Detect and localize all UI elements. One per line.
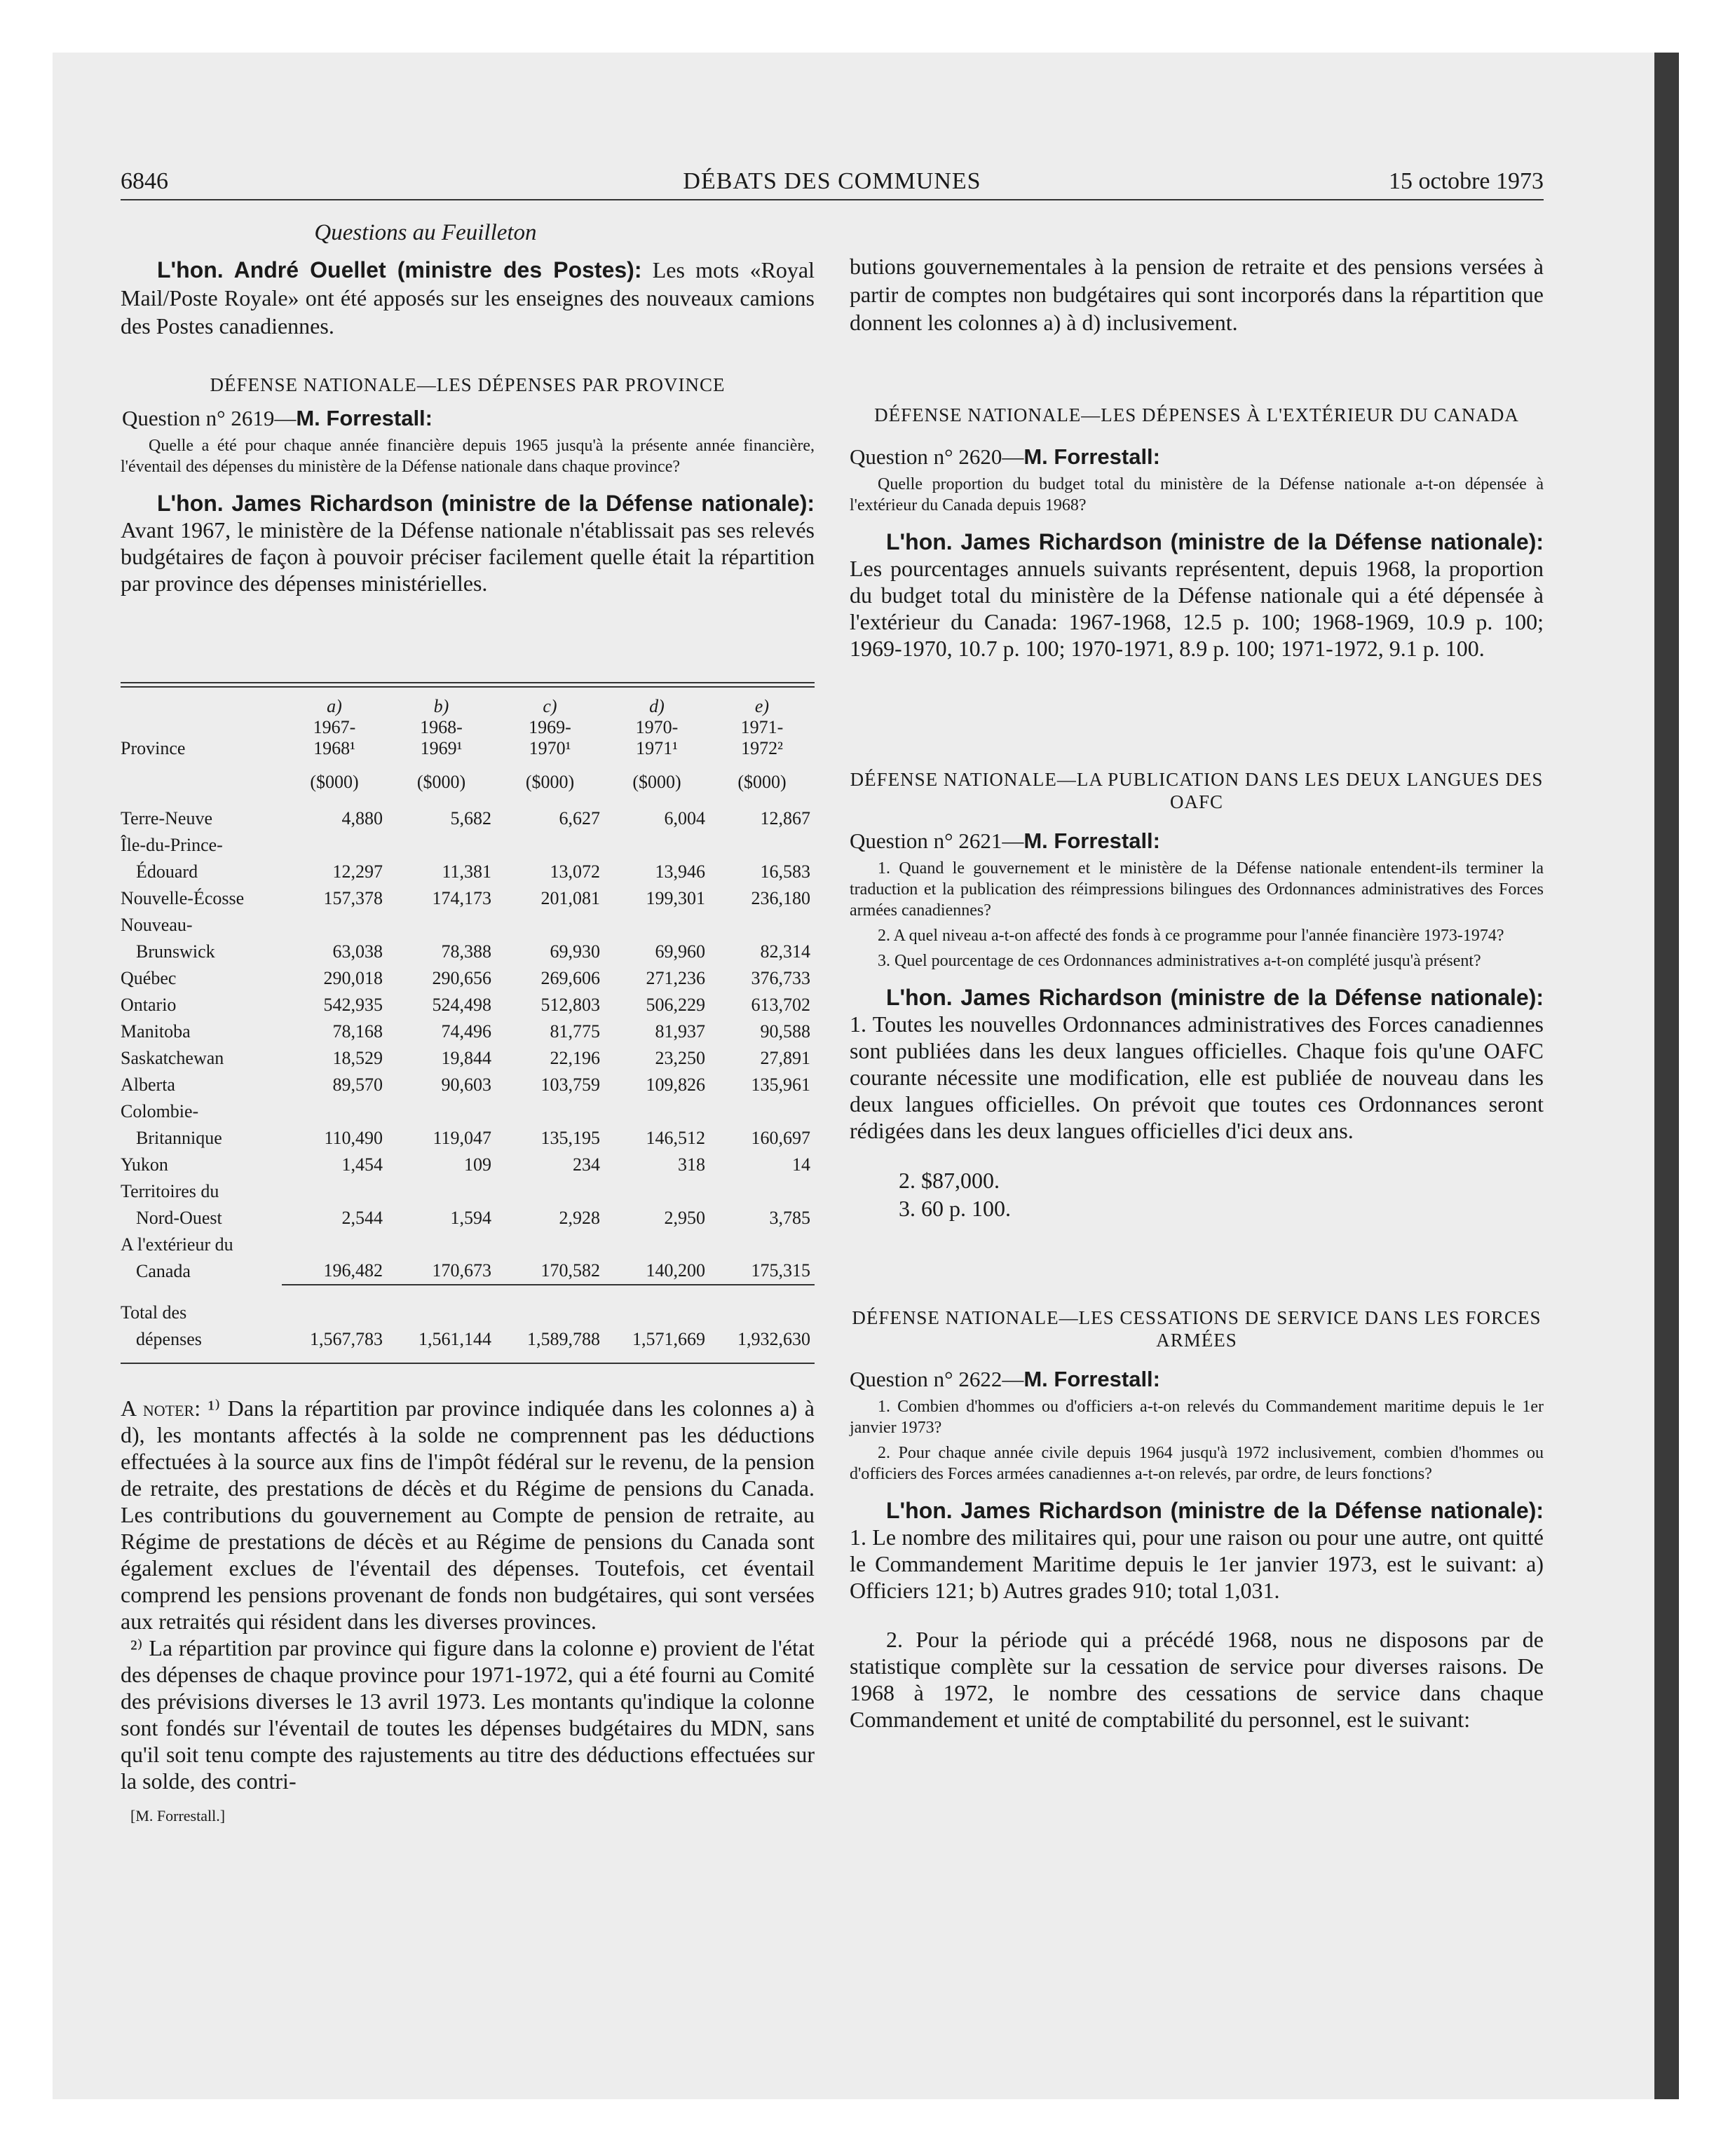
amount-cell: 318 [678, 1154, 705, 1175]
amount-cell: 81,937 [655, 1021, 705, 1042]
amount-cell: 81,775 [550, 1021, 600, 1042]
province-line-continued: dépenses [136, 1329, 202, 1349]
page-number: 6846 [121, 168, 168, 194]
question-asker: M. Forrestall: [1023, 444, 1160, 469]
province-name [121, 1018, 282, 1045]
footnote-1 [121, 1395, 815, 1635]
amount-cell: 90,603 [441, 1074, 491, 1095]
unit-label: ($000) [310, 772, 359, 792]
question-text-2621-3: 3. Quel pourcentage de ces Ordonnances administratives a-t-on complété jusqu'à présent? [878, 952, 1481, 970]
amount-cell: 63,038 [332, 941, 383, 962]
question-text-2619: Quelle a été pour chaque année financière depuis 1965 jusqu'à la présente année financière, l'éventail des dépenses du ministère de la Défense nationale dans chaque province? [121, 437, 815, 476]
amount-cell: 135,195 [540, 1128, 600, 1148]
province-line-continued: Canada [136, 1261, 191, 1281]
question-text-2622-1: 1. Combien d'hommes ou d'officiers a-t-on relevés du Commandement maritime depuis le 1er janvier 1973? [850, 1398, 1544, 1437]
answer-2619 [121, 490, 815, 596]
province-row [121, 1018, 815, 1045]
expenditure-table [121, 696, 815, 1353]
province-line: Manitoba [121, 1021, 191, 1042]
province-row [121, 832, 815, 885]
province-row [121, 992, 815, 1018]
province-line: Nouveau- [121, 915, 193, 935]
province-line: Île-du-Prince- [121, 835, 223, 855]
amount-cell: 1,561,144 [419, 1329, 491, 1349]
postes-answer [121, 256, 815, 340]
amount-cell: 1,589,788 [527, 1329, 600, 1349]
province-name [121, 805, 282, 832]
province-name [121, 885, 282, 912]
amount-cell: 109 [464, 1154, 491, 1175]
amount-cell: 1,567,783 [310, 1329, 383, 1349]
amount-cell: 89,570 [332, 1074, 383, 1095]
issue-date: 15 octobre 1973 [1389, 168, 1544, 194]
province-line: Saskatchewan [121, 1048, 224, 1068]
amount-cell: 290,656 [432, 968, 491, 988]
amount-cell: 78,388 [441, 941, 491, 962]
section-heading-2620: DÉFENSE NATIONALE—LES DÉPENSES À L'EXTÉRIEUR DU CANADA [874, 404, 1519, 425]
answer-2621 [850, 984, 1544, 1144]
amount-cell: 199,301 [646, 888, 705, 908]
column-header-d: d) 1970- 1971¹ [635, 696, 679, 758]
province-row [121, 885, 815, 912]
amount-cell: 613,702 [751, 995, 810, 1015]
page-header [121, 168, 1544, 200]
province-name [121, 1231, 282, 1285]
speaker-name: L'hon. James Richardson (ministre de la Défense nationale): [157, 491, 815, 516]
amount-cell: 506,229 [646, 995, 705, 1015]
amount-cell: 12,297 [332, 861, 383, 882]
amount-cell: 196,482 [282, 1231, 387, 1285]
amount-cell: 109,826 [646, 1074, 705, 1095]
section-heading-2619: DÉFENSE NATIONALE—LES DÉPENSES PAR PROVINCE [210, 374, 726, 395]
amount-cell: 160,697 [751, 1128, 810, 1148]
province-line: Ontario [121, 995, 177, 1015]
amount-cell: 201,081 [540, 888, 600, 908]
province-line: Total des [121, 1302, 187, 1323]
footnote-1-text: ¹⁾ Dans la répartition par province indiquée dans les colonnes a) à d), les montants affectés à la solde ne comprennent pas les déductions effectuées à la source aux fins de l'impôt fédéral sur le revenu, de la pension de retraite, des prestations de décès et du Régime de pensions du Canada. Les contributions du gouvernement au Compte de pension de retraite, au Régime de prestations de décès et au Régime de pensions du Canada sont également exclues de l'éventail des dépenses. Toutefois, cet éventail comprend les pensions provenant de fonds non budgétaires, qui sont versées aux retraités qui résident dans les diverses provinces. [121, 1396, 815, 1634]
amount-cell: 119,047 [433, 1128, 491, 1148]
answer-2622 [850, 1497, 1544, 1604]
speaker-name: L'hon. James Richardson (ministre de la Défense nationale): [886, 529, 1544, 554]
amount-cell: 170,673 [387, 1231, 496, 1285]
column-header-e: e) 1971- 1972² [740, 696, 784, 758]
amount-cell: 157,378 [323, 888, 383, 908]
amount-cell: 69,930 [550, 941, 600, 962]
section-rubric: Questions au Feuilleton [314, 220, 537, 245]
column-header-b: b) 1968- 1969¹ [420, 696, 463, 758]
speaker-signature: [M. Forrestall.] [130, 1807, 226, 1824]
footnote-continuation: butions gouvernementales à la pension de retraite et des pensions versées à partir de comptes non budgétaires qui sont incorporés dans la répartition que donnent les colonnes a) à d) inclusivement. [850, 254, 1544, 335]
amount-cell: 103,759 [540, 1074, 600, 1095]
amount-cell: 11,381 [442, 861, 491, 882]
amount-cell: 27,891 [760, 1048, 810, 1068]
amount-cell: 2,544 [341, 1208, 383, 1228]
question-asker: M. Forrestall: [1023, 1367, 1160, 1391]
answer-2620 [850, 528, 1544, 662]
province-line-continued: Britannique [136, 1128, 222, 1148]
section-heading-2621: DÉFENSE NATIONALE—LA PUBLICATION DANS LES DEUX LANGUES DES OAFC [850, 769, 1544, 812]
amount-cell: 170,582 [496, 1231, 604, 1285]
question-text-2622-2: 2. Pour chaque année civile depuis 1964 jusqu'à 1972 inclusivement, combien d'hommes ou d'officiers des Forces armées canadiennes a-t-on relevés, par ordre, de leurs fonctions? [850, 1444, 1544, 1483]
amount-cell: 146,512 [646, 1128, 705, 1148]
amount-cell: 2,928 [559, 1208, 600, 1228]
scan-edge-shadow [1654, 53, 1679, 2099]
amount-cell: 6,627 [559, 808, 600, 828]
speaker-name: L'hon. André Ouellet (ministre des Postes): [157, 257, 642, 282]
amount-cell: 14 [792, 1154, 810, 1175]
province-line: A l'extérieur du [121, 1234, 233, 1255]
question-asker: M. Forrestall: [296, 406, 433, 430]
amount-cell: 19,844 [441, 1048, 491, 1068]
table-top-rule [121, 682, 815, 688]
amount-cell: 90,588 [760, 1021, 810, 1042]
table-header-row [121, 696, 815, 759]
province-name [121, 832, 282, 885]
amount-cell: 3,785 [769, 1208, 810, 1228]
unit-label: ($000) [525, 772, 575, 792]
answer-item-3: 3. 60 p. 100. [899, 1196, 1011, 1221]
amount-cell: 271,236 [646, 968, 705, 988]
question-line-2622 [850, 1367, 1544, 1392]
section-heading-2622: DÉFENSE NATIONALE—LES CESSATIONS DE SERVICE DANS LES FORCES ARMÉES [852, 1307, 1542, 1351]
province-row [121, 1231, 815, 1285]
province-name [121, 1098, 282, 1152]
province-header: Province [121, 738, 186, 758]
question-text-2621-1: 1. Quand le gouvernement et le ministère de la Défense nationale entendent-ils terminer la traduction et la publication des réimpressions bilingues des Ordonnances administratives des Forces armées canadiennes? [850, 859, 1544, 920]
amount-cell: 542,935 [323, 995, 383, 1015]
amount-cell: 236,180 [751, 888, 810, 908]
amount-cell: 12,867 [760, 808, 810, 828]
province-line: Alberta [121, 1074, 175, 1095]
question-text-2621-2: 2. A quel niveau a-t-on affecté des fonds à ce programme pour l'année financière 1973-1974? [878, 927, 1504, 945]
note-label: A noter: [121, 1396, 201, 1421]
amount-cell: 174,173 [432, 888, 491, 908]
answer-text: 1. Toutes les nouvelles Ordonnances administratives des Forces canadiennes sont publiées dans les deux langues officielles. Chaque fois qu'une OAFC courante nécessite une modification, elle est publiée de nouveau dans les deux langues officielles. On prévoit que toutes ces Ordonnances seront rédigées dans les deux langues officielles d'ici deux ans. [850, 1011, 1544, 1143]
amount-cell: 2,950 [664, 1208, 705, 1228]
province-line: Québec [121, 968, 177, 988]
province-name [121, 992, 282, 1018]
province-name [121, 1045, 282, 1072]
province-line: Terre-Neuve [121, 808, 212, 828]
province-line: Nouvelle-Écosse [121, 888, 245, 908]
unit-label: ($000) [632, 772, 681, 792]
amount-cell: 4,880 [341, 808, 383, 828]
unit-label: ($000) [737, 772, 787, 792]
unit-row [121, 759, 815, 805]
answer-text: Avant 1967, le ministère de la Défense nationale n'établissait pas ses relevés budgétaires de façon à pouvoir préciser facilement quelle était la répartition par province des dépenses ministérielles. [121, 517, 815, 596]
answer-item-2: 2. $87,000. [899, 1168, 1000, 1193]
speaker-name: L'hon. James Richardson (ministre de la Défense nationale): [886, 1498, 1544, 1523]
province-line-continued: Nord-Ouest [136, 1208, 222, 1228]
amount-cell: 22,196 [550, 1048, 600, 1068]
province-row [121, 912, 815, 965]
province-line-continued: Brunswick [136, 941, 215, 962]
province-row [121, 1072, 815, 1098]
table-spacer [121, 1285, 815, 1299]
amount-cell: 269,606 [540, 968, 600, 988]
province-name [121, 1152, 282, 1178]
province-line: Colombie- [121, 1101, 199, 1121]
amount-cell: 512,803 [540, 995, 600, 1015]
amount-cell: 23,250 [655, 1048, 705, 1068]
total-row [121, 1299, 815, 1353]
amount-cell: 234 [573, 1154, 600, 1175]
question-line-2619 [121, 406, 815, 431]
province-line-continued: Édouard [136, 861, 198, 882]
province-line: Territoires du [121, 1181, 219, 1201]
province-name [121, 1178, 282, 1231]
amount-cell: 290,018 [323, 968, 383, 988]
province-name [121, 1072, 282, 1098]
question-line-2621 [850, 828, 1544, 854]
amount-cell: 1,594 [450, 1208, 491, 1228]
answer-2622-part2: 2. Pour la période qui a précédé 1968, nous ne disposons par de statistique complète sur la cessation de service pour diverses raisons. De 1968 à 1972, le nombre des cessations de service dans chaque Commandement et unité de comptabilité du personnel, est le suivant: [850, 1627, 1544, 1732]
table-body [121, 805, 815, 1353]
question-number: Question n° 2619— [122, 406, 297, 430]
amount-cell: 1,571,669 [632, 1329, 705, 1349]
unit-label: ($000) [416, 772, 466, 792]
amount-cell: 5,682 [450, 808, 491, 828]
answer-text: Les mots «Royal Mail/Poste Royale» ont été apposés sur les enseignes des nouveaux camions des Postes canadiennes. [121, 257, 815, 339]
province-row [121, 1152, 815, 1178]
footnote-2: ²⁾ La répartition par province qui figure dans la colonne e) provient de l'état des dépenses de chaque province pour 1971-1972, qui a été fourni au Comité des prévisions diverses le 13 avril 1973. Les montants qu'indique la colonne sont fondés sur l'éventail de toutes les dépenses budgétaires du MDN, sans qu'il soit tenu compte des rajustements au titre des déductions effectuées sur la solde, des contri- [121, 1635, 815, 1794]
question-asker: M. Forrestall: [1023, 828, 1160, 853]
amount-cell: 16,583 [760, 861, 810, 882]
province-row [121, 1178, 815, 1231]
amount-cell: 69,960 [655, 941, 705, 962]
answer-text: 1. Le nombre des militaires qui, pour une raison ou pour une autre, ont quitté le Commandement Maritime depuis le 1er janvier 1973, est le suivant: a) Officiers 121; b) Autres grades 910; total 1,031. [850, 1524, 1544, 1603]
province-row [121, 1045, 815, 1072]
question-number: Question n° 2620— [850, 444, 1024, 469]
amount-cell: 175,315 [709, 1231, 815, 1285]
amount-cell: 74,496 [441, 1021, 491, 1042]
province-line: Yukon [121, 1154, 168, 1175]
amount-cell: 140,200 [604, 1231, 709, 1285]
province-row [121, 805, 815, 832]
answer-text: Les pourcentages annuels suivants représentent, depuis 1968, la proportion du budget total du ministère de la Défense nationale qui a été dépensée à l'extérieur du Canada: 1967-1968, 12.5 p. 100; 1968-1969, 10.9 p. 100; 1969-1970, 10.7 p. 100; 1970-1971, 8.9 p. 100; 1971-1972, 9.1 p. 100. [850, 556, 1544, 661]
left-column [121, 220, 815, 1825]
amount-cell: 82,314 [760, 941, 810, 962]
amount-cell: 1,932,630 [737, 1329, 810, 1349]
amount-cell: 110,490 [324, 1128, 383, 1148]
question-number: Question n° 2622— [850, 1367, 1024, 1391]
publication-title: DÉBATS DES COMMUNES [683, 168, 981, 194]
amount-cell: 1,454 [341, 1154, 383, 1175]
province-row [121, 965, 815, 992]
question-line-2620 [850, 444, 1544, 470]
right-column [850, 220, 1544, 1755]
question-number: Question n° 2621— [850, 828, 1024, 853]
question-text-2620: Quelle proportion du budget total du ministère de la Défense nationale a-t-on dépensée à l'extérieur du Canada depuis 1968? [850, 475, 1544, 514]
amount-cell: 13,072 [550, 861, 600, 882]
amount-cell: 524,498 [432, 995, 491, 1015]
province-name [121, 1299, 282, 1353]
amount-cell: 376,733 [751, 968, 810, 988]
amount-cell: 13,946 [655, 861, 705, 882]
amount-cell: 78,168 [332, 1021, 383, 1042]
province-name [121, 965, 282, 992]
column-header-a: a) 1967- 1968¹ [313, 696, 356, 758]
amount-cell: 18,529 [332, 1048, 383, 1068]
province-name [121, 912, 282, 965]
amount-cell: 6,004 [664, 808, 705, 828]
column-header-c: c) 1969- 1970¹ [529, 696, 571, 758]
province-row [121, 1098, 815, 1152]
speaker-name: L'hon. James Richardson (ministre de la Défense nationale): [886, 985, 1544, 1010]
amount-cell: 135,961 [751, 1074, 810, 1095]
